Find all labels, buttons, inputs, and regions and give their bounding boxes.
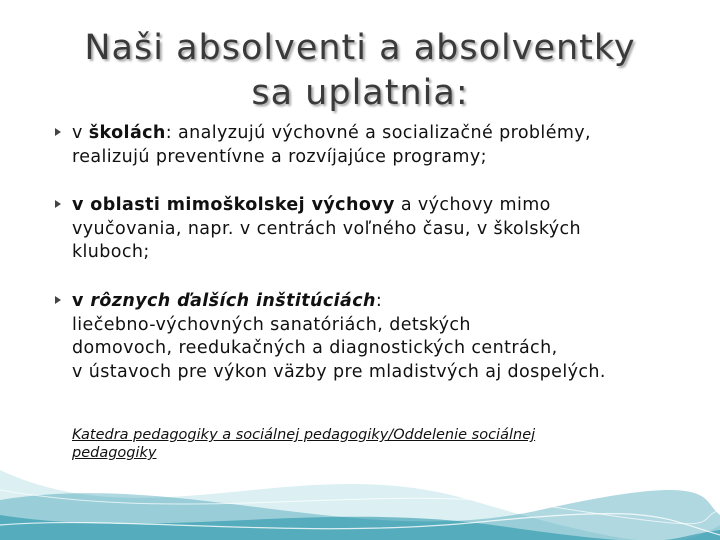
list-item-line: v ústavoch pre výkon väzby pre mladistvých aj dospelých. [72,361,606,382]
list-item-line: liečebno-výchovných sanatóriách, detských [72,314,471,335]
bullet-emphasis: v oblasti mimoškolskej výchovy [72,195,395,215]
arrow-bullet-icon [54,128,62,136]
list-item-line: realizujú preventívne a rozvíjajúce programy; [72,146,487,167]
list-item [72,194,692,265]
footer-line: pedagogiky [72,445,157,461]
list-item [72,290,692,384]
decorative-waves [0,430,720,540]
slide-title-line2: sa uplatnia: [251,73,469,113]
bullet-emphasis: školách [88,123,166,143]
bullet-emphasis: rôznych ďalších inštitúciách [90,291,376,311]
list-item-line [72,290,692,314]
slide-title-line1: Naši absolventi a absolventky [84,28,636,68]
arrow-bullet-icon [54,200,62,208]
bullet-text: : [375,291,383,311]
bullet-prefix: v [72,123,89,143]
arrow-bullet-icon [54,296,62,304]
list-item-line: kluboch; [72,242,150,262]
footer-line: Katedra pedagogiky a sociálnej pedagogiky/Oddelenie sociálnej [72,427,536,443]
list-item-line: vyučovania, napr. v centrách voľného času, v školských [72,218,582,239]
bullet-text: a výchovy mimo [394,195,551,215]
bullet-text: : analyzujú výchovné a socializačné problémy, [165,123,592,143]
list-item [72,122,692,169]
list-item-line [72,194,692,218]
list-item-line [72,122,692,146]
bullet-prefix: v [72,291,91,311]
list-item-line: domovoch, reedukačných a diagnostických centrách, [72,338,558,358]
